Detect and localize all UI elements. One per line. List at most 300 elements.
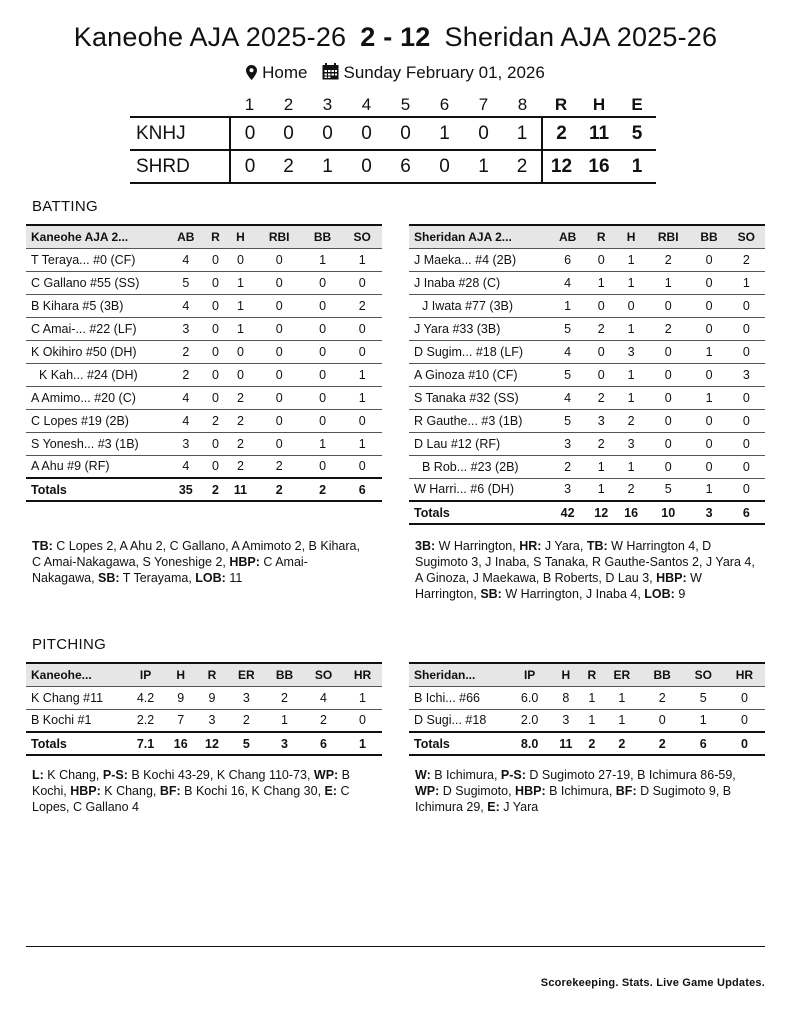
total-cell: 35	[166, 478, 206, 501]
total-cell: 2	[303, 478, 343, 501]
note-label: HBP:	[656, 571, 687, 585]
stat-cell: 0	[343, 709, 382, 732]
note-text: B Kochi,	[32, 768, 354, 798]
inning-runs: 1	[478, 155, 489, 177]
total-cell: 10	[646, 501, 690, 524]
stat-cell: 2	[225, 386, 255, 409]
note-text: W Harrington,	[435, 539, 520, 553]
total-cell: 7.1	[126, 732, 165, 755]
player-name: A Ahu #9 (RF)	[26, 455, 166, 478]
team-column-header: Sheridan...	[414, 667, 476, 682]
player-name: B Kihara #5 (3B)	[26, 294, 166, 317]
stat-cell: 1	[265, 709, 304, 732]
stat-cell: 0	[256, 363, 303, 386]
player-row	[409, 409, 765, 432]
game-title	[0, 22, 791, 53]
player-row	[409, 248, 765, 271]
runs-header: R	[554, 94, 568, 114]
stat-cell: 0	[206, 248, 226, 271]
stat-cell: 3	[616, 432, 646, 455]
stat-cell: 0	[303, 409, 343, 432]
player-name: C Amai-... #22 (LF)	[26, 317, 166, 340]
note-label: WP:	[415, 784, 440, 798]
player-name: J Maeka... #4 (2B)	[409, 248, 549, 271]
inning-header: 3	[322, 94, 333, 114]
footer-divider	[26, 946, 765, 947]
stat-cell: 3	[166, 317, 206, 340]
stat-cell: 0	[690, 294, 727, 317]
home-batting-notes	[415, 538, 765, 602]
note-text: W Harrington, J Inaba 4,	[501, 587, 645, 601]
note-text: B Ichimura,	[545, 784, 616, 798]
column-header: R	[207, 667, 217, 682]
home-team-name: Sheridan AJA 2025-26	[444, 22, 718, 52]
player-row	[409, 340, 765, 363]
stat-cell: 6.0	[509, 686, 550, 709]
totals-row	[26, 478, 382, 501]
stat-cell: 1	[616, 455, 646, 478]
inning-runs: 0	[283, 122, 294, 144]
player-row	[26, 409, 382, 432]
stat-cell: 0	[690, 363, 727, 386]
line-score-team: KNHJ	[136, 122, 186, 144]
stat-cell: 1	[616, 248, 646, 271]
stat-cell: 2	[549, 455, 586, 478]
stat-cell: 1	[342, 386, 382, 409]
stat-cell: 3	[166, 432, 206, 455]
line-score-team: SHRD	[136, 155, 190, 177]
total-cell: 16	[616, 501, 646, 524]
stat-cell: 0	[303, 271, 343, 294]
column-header: ER	[237, 667, 255, 682]
stat-cell: 1	[549, 294, 586, 317]
stat-cell: 0	[256, 386, 303, 409]
stat-cell: 0	[303, 340, 343, 363]
column-header: ER	[613, 667, 631, 682]
away-pitching-table	[26, 662, 382, 756]
total-errors: 5	[631, 122, 643, 144]
total-cell: 2	[642, 732, 683, 755]
away-batting-table	[26, 224, 382, 502]
stat-cell: 5	[646, 478, 690, 501]
pitching-header-row	[26, 663, 382, 686]
column-header: RBI	[657, 229, 679, 244]
inning-runs: 2	[516, 155, 528, 177]
team-column-header: Kaneohe AJA 2...	[31, 229, 129, 244]
stat-cell: 0	[303, 386, 343, 409]
stat-cell: 2.0	[509, 709, 550, 732]
column-header: H	[176, 667, 186, 682]
final-score: 2 - 12	[360, 22, 431, 52]
stat-cell: 1	[225, 294, 255, 317]
stat-cell: 0	[303, 294, 343, 317]
stat-cell: 2	[616, 409, 646, 432]
away-team-name: Kaneohe AJA 2025-26	[73, 22, 347, 52]
stat-cell: 2	[616, 478, 646, 501]
note-label: W:	[415, 768, 431, 782]
stat-cell: 2	[586, 317, 616, 340]
note-label: E:	[487, 800, 500, 814]
inning-runs: 0	[230, 150, 269, 183]
player-row	[409, 271, 765, 294]
player-row	[409, 432, 765, 455]
stat-cell: 1	[602, 686, 642, 709]
player-row	[26, 248, 382, 271]
player-name: C Lopes #19 (2B)	[26, 409, 166, 432]
player-row	[26, 340, 382, 363]
note-text: W Harrington 4, D Sugimoto 3, J Inaba, S Tanaka, R Gauthe-Santos 2, J Yara 4, A Ginoza, J Maekawa, B Roberts, D Lau 3,	[415, 539, 758, 585]
hits-header: H	[592, 94, 606, 114]
totals-label: Totals	[409, 501, 549, 524]
total-cell: 12	[196, 732, 227, 755]
total-cell: 1	[343, 732, 382, 755]
player-name: A Ginoza #10 (CF)	[409, 363, 549, 386]
stat-cell: 2	[256, 455, 303, 478]
stat-cell: 1	[225, 271, 255, 294]
note-text: K Chang,	[43, 768, 103, 782]
player-name: R Gauthe... #3 (1B)	[409, 409, 549, 432]
column-header: BB	[653, 667, 671, 682]
stat-cell: 1	[690, 478, 727, 501]
stat-cell: 4	[549, 271, 586, 294]
stat-cell: 0	[728, 340, 765, 363]
stat-cell: 1	[225, 317, 255, 340]
stat-cell: 1	[646, 271, 690, 294]
stat-cell: 4	[166, 455, 206, 478]
stat-cell: 2	[166, 363, 206, 386]
note-text: C Lopes, C Gallano 4	[32, 784, 354, 814]
note-text: K Chang,	[100, 784, 160, 798]
stat-cell: 9	[165, 686, 196, 709]
inning-runs: 0	[400, 122, 411, 144]
totals-row	[409, 732, 765, 755]
note-label: TB:	[586, 539, 608, 553]
stat-cell: 0	[256, 432, 303, 455]
note-label: HBP:	[229, 555, 260, 569]
total-cell: 11	[550, 732, 581, 755]
location-pin-icon	[246, 65, 257, 85]
home-batting-table	[409, 224, 765, 525]
stat-cell: 8	[550, 686, 581, 709]
stat-cell: 1	[582, 686, 603, 709]
total-cell: 6	[728, 501, 765, 524]
away-pitching-notes	[32, 767, 382, 815]
stat-cell: 3	[228, 686, 265, 709]
stat-cell: 0	[303, 363, 343, 386]
stat-cell: 1	[728, 271, 765, 294]
player-row	[409, 294, 765, 317]
inning-runs: 0	[361, 155, 372, 177]
total-cell: 2	[582, 732, 603, 755]
stat-cell: 2	[206, 409, 226, 432]
stat-cell: 1	[303, 432, 343, 455]
column-header: SO	[737, 229, 756, 244]
stat-cell: 0	[646, 455, 690, 478]
column-header: HR	[353, 667, 372, 682]
inning-runs: 0	[439, 155, 450, 177]
stat-cell: 2	[225, 455, 255, 478]
total-cell: 16	[165, 732, 196, 755]
stat-cell: 0	[206, 271, 226, 294]
stat-cell: 0	[206, 455, 226, 478]
column-header: SO	[694, 667, 712, 682]
note-text: B Ichimura,	[430, 768, 501, 782]
stat-cell: 3	[549, 478, 586, 501]
column-header: BB	[275, 667, 294, 682]
player-row	[26, 271, 382, 294]
totals-row	[409, 501, 765, 524]
line-score-table	[130, 93, 656, 184]
column-header: R	[211, 229, 220, 244]
total-cell: 6	[304, 732, 343, 755]
stat-cell: 0	[303, 455, 343, 478]
stat-cell: 0	[728, 409, 765, 432]
stat-cell: 0	[646, 340, 690, 363]
totals-label: Totals	[26, 732, 126, 755]
totals-label: Totals	[409, 732, 509, 755]
player-row	[26, 432, 382, 455]
stat-cell: 2	[225, 409, 255, 432]
stat-cell: 2	[646, 248, 690, 271]
line-score-row-home	[130, 150, 656, 183]
game-date: Sunday February 01, 2026	[343, 63, 545, 82]
player-row	[26, 455, 382, 478]
team-column-header: Kaneohe...	[31, 667, 92, 682]
stat-cell: 0	[206, 294, 226, 317]
stat-cell: 0	[256, 271, 303, 294]
line-score-header	[130, 93, 656, 117]
player-name: B Rob... #23 (2B)	[409, 455, 549, 478]
inning-runs: 1	[439, 122, 450, 144]
stat-cell: 0	[724, 686, 765, 709]
note-label: P-S:	[500, 768, 526, 782]
stat-cell: 0	[342, 271, 382, 294]
stat-cell: 0	[646, 432, 690, 455]
inning-runs: 2	[283, 155, 294, 177]
player-name: J Yara #33 (3B)	[409, 317, 549, 340]
stat-cell: 0	[642, 709, 683, 732]
note-label: L:	[32, 768, 44, 782]
totals-row	[26, 732, 382, 755]
stat-cell: 0	[206, 386, 226, 409]
player-name: K Chang #11	[26, 686, 126, 709]
note-label: SB:	[480, 587, 502, 601]
stat-cell: 0	[690, 432, 727, 455]
column-header: R	[596, 229, 606, 244]
stat-cell: 1	[690, 340, 727, 363]
stat-cell: 0	[586, 294, 616, 317]
player-row	[26, 317, 382, 340]
stat-cell: 4	[166, 248, 206, 271]
player-row	[409, 686, 765, 709]
total-hits: 11	[588, 122, 610, 144]
stat-cell: 4.2	[126, 686, 165, 709]
stat-cell: 0	[206, 432, 226, 455]
total-cell: 3	[265, 732, 304, 755]
inning-header: 8	[517, 94, 528, 114]
stat-cell: 1	[586, 271, 616, 294]
note-text: D Sugimoto,	[439, 784, 516, 798]
stat-cell: 0	[206, 317, 226, 340]
stat-cell: 1	[616, 386, 646, 409]
note-text: B Kochi 43-29, K Chang 110-73,	[127, 768, 314, 782]
column-header: H	[626, 229, 636, 244]
stat-cell: 5	[549, 317, 586, 340]
stat-cell: 0	[728, 455, 765, 478]
player-row	[409, 317, 765, 340]
inning-runs: 0	[322, 122, 333, 144]
stat-cell: 1	[683, 709, 724, 732]
stat-cell: 1	[303, 248, 343, 271]
stat-cell: 0	[616, 294, 646, 317]
note-label: BF:	[615, 784, 637, 798]
stat-cell: 0	[690, 248, 727, 271]
stat-cell: 0	[206, 340, 226, 363]
stat-cell: 0	[690, 271, 727, 294]
stat-cell: 0	[225, 363, 255, 386]
team-column-header: Sheridan AJA 2...	[414, 229, 512, 244]
stat-cell: 0	[256, 409, 303, 432]
inning-runs: 1	[322, 155, 333, 177]
player-name: D Lau #12 (RF)	[409, 432, 549, 455]
home-pitching-notes	[415, 767, 760, 815]
column-header: AB	[177, 229, 195, 244]
note-label: HBP:	[515, 784, 546, 798]
note-label: LOB:	[644, 587, 675, 601]
stat-cell: 0	[724, 709, 765, 732]
stat-cell: 0	[303, 317, 343, 340]
stat-cell: 0	[646, 409, 690, 432]
player-name: J Iwata #77 (3B)	[409, 294, 549, 317]
player-row	[409, 478, 765, 501]
inning-runs: 0	[478, 122, 489, 144]
stat-cell: 0	[586, 363, 616, 386]
stat-cell: 2	[728, 248, 765, 271]
stat-cell: 7	[165, 709, 196, 732]
player-name: D Sugim... #18 (LF)	[409, 340, 549, 363]
inning-runs: 6	[400, 155, 411, 177]
away-batting-notes	[32, 538, 368, 586]
stat-cell: 1	[582, 709, 603, 732]
stat-cell: 2	[265, 686, 304, 709]
note-text: J Yara	[499, 800, 539, 814]
player-name: S Yonesh... #3 (1B)	[26, 432, 166, 455]
home-pitching-table	[409, 662, 765, 756]
stat-cell: 5	[549, 409, 586, 432]
player-name: D Sugi... #18	[409, 709, 509, 732]
player-name: T Teraya... #0 (CF)	[26, 248, 166, 271]
stat-cell: 2.2	[126, 709, 165, 732]
note-label: HR:	[519, 539, 542, 553]
stat-cell: 5	[683, 686, 724, 709]
inning-runs: 1	[516, 122, 528, 144]
stat-cell: 3	[616, 340, 646, 363]
player-name: K Okihiro #50 (DH)	[26, 340, 166, 363]
inning-header: 4	[361, 94, 372, 114]
stat-cell: 0	[690, 317, 727, 340]
note-text: 11	[225, 571, 243, 585]
note-text: D Sugimoto 27-19, B Ichimura 86-59,	[525, 768, 740, 782]
note-text: B Kochi 16, K Chang 30,	[180, 784, 325, 798]
stat-cell: 2	[166, 340, 206, 363]
note-text: J Yara,	[541, 539, 587, 553]
column-header: BB	[700, 229, 718, 244]
note-text: T Terayama,	[119, 571, 196, 585]
note-label: WP:	[313, 768, 339, 782]
inning-runs: 0	[230, 117, 269, 150]
stat-cell: 0	[225, 248, 255, 271]
total-cell: 2	[256, 478, 303, 501]
stat-cell: 0	[256, 340, 303, 363]
note-label: HBP:	[70, 784, 101, 798]
total-cell: 2	[206, 478, 226, 501]
total-cell: 6	[683, 732, 724, 755]
stat-cell: 0	[256, 317, 303, 340]
stat-cell: 0	[728, 432, 765, 455]
stat-cell: 0	[342, 455, 382, 478]
total-cell: 2	[602, 732, 642, 755]
stat-cell: 0	[342, 317, 382, 340]
stat-cell: 0	[646, 363, 690, 386]
player-name: K Kah... #24 (DH)	[26, 363, 166, 386]
inning-header: 7	[478, 94, 489, 114]
stat-cell: 2	[646, 317, 690, 340]
player-name: A Amimo... #20 (C)	[26, 386, 166, 409]
column-header: IP	[139, 667, 152, 682]
calendar-icon	[322, 63, 339, 85]
stat-cell: 1	[342, 363, 382, 386]
total-cell: 5	[228, 732, 265, 755]
stat-cell: 1	[602, 709, 642, 732]
stat-cell: 0	[586, 340, 616, 363]
inning-header: 1	[244, 94, 255, 114]
column-header: H	[561, 667, 571, 682]
note-text: D Sugimoto 9, B Ichimura 29,	[415, 784, 735, 814]
stat-cell: 4	[549, 340, 586, 363]
stat-cell: 1	[586, 455, 616, 478]
player-row	[26, 294, 382, 317]
player-name: B Ichi... #66	[409, 686, 509, 709]
total-runs: 2	[542, 117, 580, 150]
stat-cell: 3	[586, 409, 616, 432]
stat-cell: 3	[728, 363, 765, 386]
stat-cell: 6	[549, 248, 586, 271]
stat-cell: 0	[728, 294, 765, 317]
player-name: S Tanaka #32 (SS)	[409, 386, 549, 409]
stat-cell: 0	[646, 294, 690, 317]
note-text: W Harrington,	[415, 571, 706, 601]
total-hits: 16	[588, 155, 610, 177]
total-runs: 12	[542, 150, 580, 183]
player-row	[409, 455, 765, 478]
stat-cell: 0	[728, 317, 765, 340]
stat-cell: 0	[225, 340, 255, 363]
stat-cell: 0	[690, 455, 727, 478]
stat-cell: 2	[304, 709, 343, 732]
note-label: P-S:	[102, 768, 128, 782]
stat-cell: 0	[728, 478, 765, 501]
player-row	[26, 709, 382, 732]
footer-tagline: Scorekeeping. Stats. Live Game Updates.	[540, 977, 765, 989]
game-location: Home	[262, 63, 308, 82]
total-cell: 11	[225, 478, 255, 501]
player-name: C Gallano #55 (SS)	[26, 271, 166, 294]
note-label: 3B:	[415, 539, 436, 553]
stat-cell: 3	[550, 709, 581, 732]
inning-runs: 0	[361, 122, 372, 144]
inning-header: 6	[439, 94, 450, 114]
pitching-header-row	[409, 663, 765, 686]
